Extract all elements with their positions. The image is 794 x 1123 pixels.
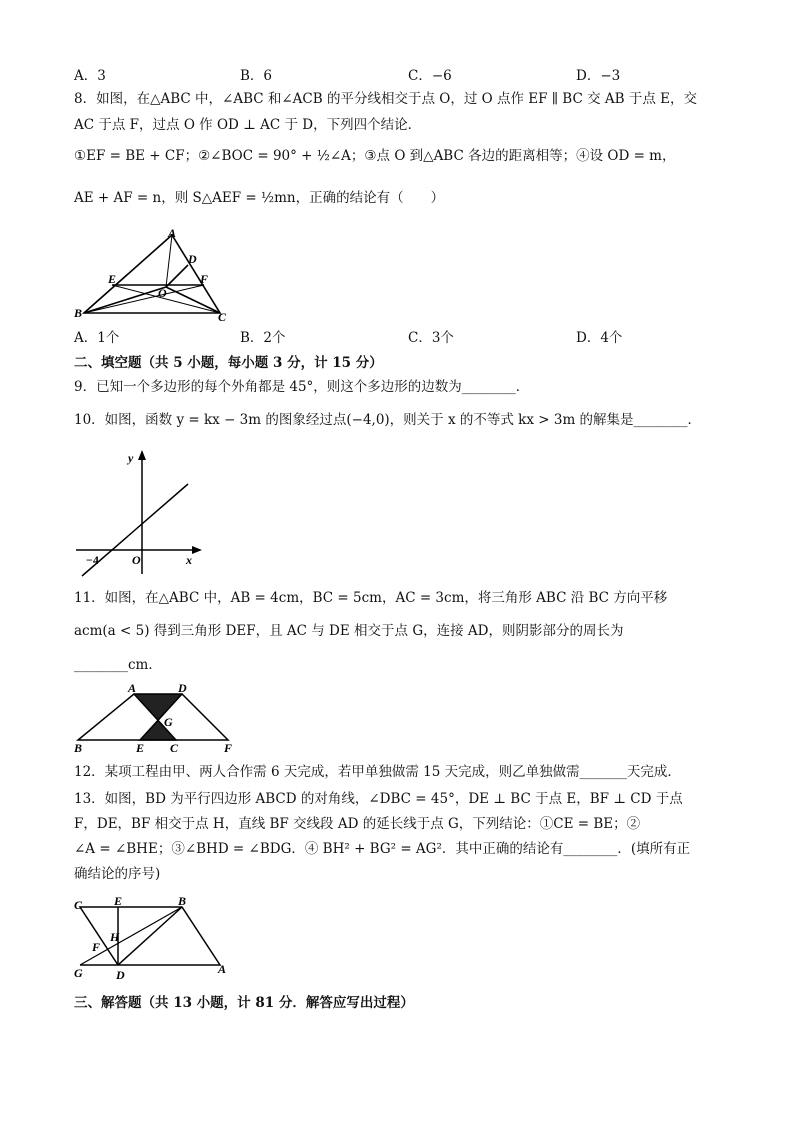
q9-text: 9．已知一个多边形的每个外角都是 45°，则这个多边形的边数为________．: [74, 379, 530, 395]
q13-fig-label-f: F: [92, 940, 101, 954]
q10-fig-label-x: x: [186, 553, 192, 567]
q11-line1: 11．如图，在△ABC 中，AB = 4cm，BC = 5cm，AC = 3cm，将三角形 ABC 沿 BC 方向平移: [74, 590, 668, 606]
q7-option-b: B．6: [240, 68, 273, 84]
q8-fig-label-o: O: [158, 286, 167, 300]
q11-fig-label-g: G: [164, 715, 173, 729]
q13-fig-label-e: E: [114, 894, 123, 908]
q8-fig-label-f: F: [200, 272, 209, 286]
q13-fig-label-d: D: [116, 968, 125, 981]
q8-line2: AC 于点 F，过点 O 作 OD ⊥ AC 于 D，下列四个结论．: [74, 117, 422, 133]
q8-option-c: C．3个: [408, 330, 454, 346]
q10-fig-label-y: y: [128, 451, 134, 465]
q8-figure: [72, 225, 232, 325]
q10-fig-label-o: O: [132, 553, 141, 567]
q7-option-d: D．−3: [576, 68, 621, 84]
section3-title: 三、解答题（共 13 小题，计 81 分．解答应写出过程）: [74, 995, 414, 1011]
q8-fig-label-a: A: [168, 226, 177, 240]
q8-fig-label-b: B: [74, 306, 83, 320]
q11-line2: acm(a < 5) 得到三角形 DEF，且 AC 与 DE 相交于点 G，连接 AD，则阴影部分的周长为: [74, 623, 624, 639]
q7-option-c: C．−6: [408, 68, 452, 84]
q8-fig-label-e: E: [108, 272, 117, 286]
q13-fig-label-c: C: [74, 898, 83, 912]
q8-line4: AE + AF = n，则 S△AEF = ½mn，正确的结论有（ ）: [74, 190, 445, 206]
q10-text: 10．如图，函数 y = kx − 3m 的图象经过点(−4,0)，则关于 x 的不等式 kx > 3m 的解集是________．: [74, 412, 702, 428]
section2-title: 二、填空题（共 5 小题，每小题 3 分，计 15 分）: [74, 355, 383, 371]
q11-fig-label-e: E: [136, 741, 145, 754]
q8-option-d: D．4个: [576, 330, 623, 346]
q13-line2: F，DE，BF 相交于点 H，直线 BF 交线段 AD 的延长线于点 G，下列结论：①CE = BE；②: [74, 816, 641, 832]
q8-line3: ①EF = BE + CF；②∠BOC = 90° + ½∠A；③点 O 到△ABC 各边的距离相等；④设 OD = m，: [74, 148, 676, 164]
q13-fig-label-b: B: [178, 894, 187, 908]
q13-line1: 13．如图，BD 为平行四边形 ABCD 的对角线，∠DBC = 45°，DE ⊥ BC 于点 E，BF ⊥ CD 于点: [74, 791, 683, 807]
q10-fig-label-neg4: −4: [86, 553, 99, 567]
q8-fig-label-d: D: [188, 252, 197, 266]
q12-text: 12．某项工程由甲、两人合作需 6 天完成，若甲单独做需 15 天完成，则乙单独做需_______天完成．: [74, 764, 681, 780]
q11-figure: [72, 682, 242, 754]
q13-fig-label-a: A: [218, 962, 227, 976]
q10-figure: [72, 448, 212, 578]
q8-line1: 8．如图，在△ABC 中，∠ABC 和∠ACB 的平分线相交于点 O，过 O 点作 EF ∥ BC 交 AB 于点 E，交: [74, 91, 697, 107]
q8-option-b: B．2个: [240, 330, 286, 346]
q11-fig-label-f: F: [224, 741, 233, 754]
q8-option-a: A．1个: [74, 330, 120, 346]
q7-option-a: A．3: [74, 68, 106, 84]
q13-fig-label-h: H: [110, 930, 120, 944]
q11-line3: ________cm．: [74, 657, 162, 673]
q13-line3: ∠A = ∠BHE；③∠BHD = ∠BDG．④ BH² + BG² = AG²．其中正确的结论有________．(填所有正: [74, 841, 691, 857]
q11-fig-label-a: A: [128, 682, 137, 695]
q13-fig-label-g: G: [74, 966, 83, 980]
q11-fig-label-c: C: [170, 741, 179, 754]
q11-fig-label-b: B: [74, 741, 83, 754]
q8-fig-label-c: C: [218, 310, 227, 324]
q11-fig-label-d: D: [178, 682, 187, 695]
q13-line4: 确结论的序号): [74, 866, 161, 882]
q13-figure: [72, 893, 242, 981]
